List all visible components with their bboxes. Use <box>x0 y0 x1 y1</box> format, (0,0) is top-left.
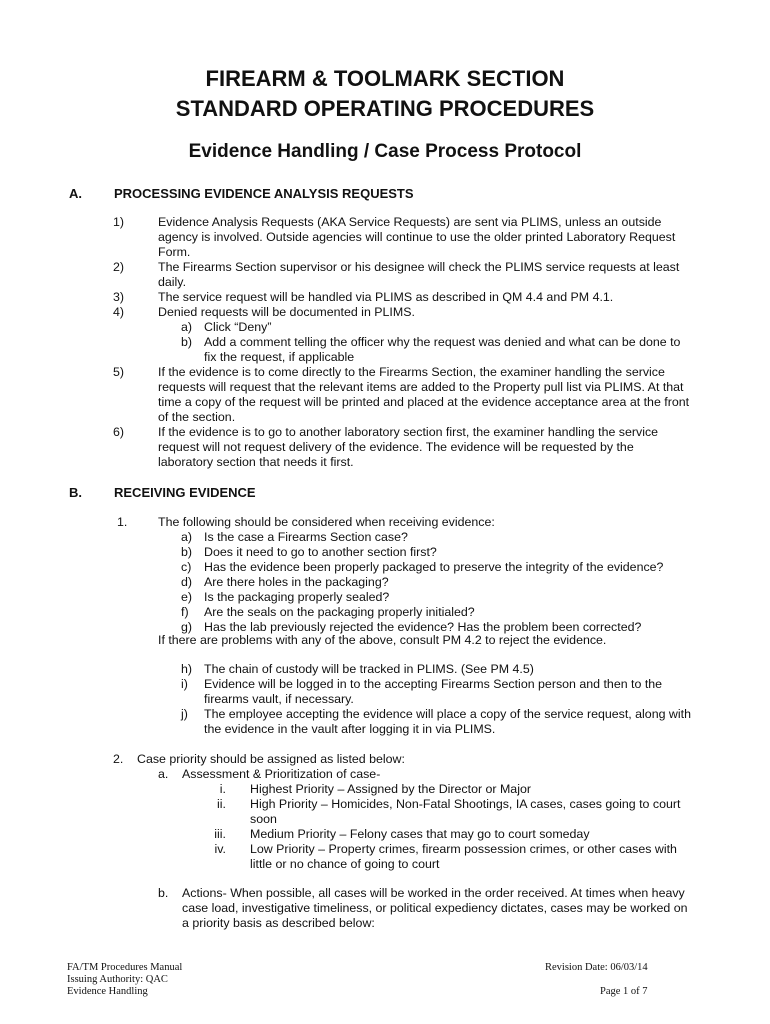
section-a-item-number: 4) <box>113 305 125 319</box>
section-a-subitem-text: Click “Deny” <box>204 320 272 334</box>
priority-item-label: ii. <box>217 797 226 811</box>
section-a-item-number: 2) <box>113 260 125 274</box>
section-a-item-number: 1) <box>113 215 125 229</box>
footer-manual: FA/TM Procedures Manual <box>67 962 183 973</box>
section-b-item-2a-label: a. <box>158 767 169 781</box>
evidence-handling-item-label: h) <box>181 662 193 676</box>
evidence-handling-item-text: The employee accepting the evidence will place a copy of the service request, along with <box>204 707 691 721</box>
evidence-check-item-text: Is the packaging properly sealed? <box>204 590 390 604</box>
evidence-handling-item-text: Evidence will be logged in to the accepting Firearms Section person and then to the <box>204 677 663 691</box>
evidence-check-item-label: d) <box>181 575 193 589</box>
evidence-check-item-text: Are the seals on the packaging properly initialed? <box>204 605 475 619</box>
evidence-check-item-label: a) <box>181 530 193 544</box>
section-a-item-text: Evidence Analysis Requests (AKA Service Requests) are sent via PLIMS, unless an outside <box>158 215 662 229</box>
evidence-check-item-text: Has the lab previously rejected the evidence? Has the problem been corrected? <box>204 620 642 634</box>
document-title-line-2: STANDARD OPERATING PROCEDURES <box>175 96 595 121</box>
priority-item-text: Highest Priority – Assigned by the Director or Major <box>250 782 531 796</box>
section-a-item-text: The Firearms Section supervisor or his designee will check the PLIMS service requests at least <box>158 260 680 274</box>
priority-item-label: iv. <box>214 842 226 856</box>
section-a-subitem-text: fix the request, if applicable <box>204 350 355 364</box>
section-a-item-text: laboratory section that needs it first. <box>158 455 354 469</box>
evidence-check-item-text: Are there holes in the packaging? <box>204 575 389 589</box>
section-a-item-text: If the evidence is to come directly to the Firearms Section, the examiner handling the service <box>158 365 665 379</box>
evidence-handling-item-label: j) <box>181 707 188 721</box>
evidence-handling-item-text: firearms vault, if necessary. <box>204 692 354 706</box>
section-a-letter: A. <box>69 186 82 201</box>
section-b-item-2a-text: Assessment & Prioritization of case- <box>182 767 381 781</box>
priority-item-text: soon <box>250 812 277 826</box>
section-b-heading: RECEIVING EVIDENCE <box>114 485 256 500</box>
priority-item-text: Low Priority – Property crimes, firearm possession crimes, or other cases with <box>250 842 677 856</box>
actions-text-line: case load, investigative timeliness, or political expediency dictates, cases may be worked on <box>182 901 688 915</box>
section-a-item-text: time a copy of the request will be printed and placed at the evidence acceptance area at the front <box>158 395 690 409</box>
footer-section: Evidence Handling <box>67 986 148 997</box>
section-a-subitem-label: a) <box>181 320 193 334</box>
section-a-item-text: Form. <box>158 245 191 259</box>
evidence-check-item-label: c) <box>181 560 192 574</box>
actions-text-line: Actions- When possible, all cases will be worked in the order received. At times when heavy <box>182 886 685 900</box>
actions-text-line: a priority basis as described below: <box>182 916 375 930</box>
evidence-check-item-label: g) <box>181 620 193 634</box>
document-subtitle: Evidence Handling / Case Process Protocol <box>188 141 582 162</box>
section-a-item-text: daily. <box>158 275 187 289</box>
evidence-check-item-text: Has the evidence been properly packaged to preserve the integrity of the evidence? <box>204 560 664 574</box>
section-a-item-text: requests will request that the relevant items are added to the Property pull list via PLIMS. At that <box>158 380 684 394</box>
section-a-item-text: The service request will be handled via PLIMS as described in QM 4.4 and PM 4.1. <box>158 290 614 304</box>
evidence-check-item-label: f) <box>181 605 189 619</box>
evidence-handling-item-text: the evidence in the vault after logging it in via PLIMS. <box>204 722 496 736</box>
evidence-check-item-label: e) <box>181 590 193 604</box>
section-a-item-number: 6) <box>113 425 125 439</box>
evidence-check-item-label: b) <box>181 545 193 559</box>
priority-item-label: i. <box>219 782 226 796</box>
section-a-item-text: of the section. <box>158 410 236 424</box>
priority-item-text: Medium Priority – Felony cases that may go to court someday <box>250 827 590 841</box>
evidence-handling-item-label: i) <box>181 677 188 691</box>
footer-revision-date: Revision Date: 06/03/14 <box>545 962 648 973</box>
section-a-item-text: If the evidence is to go to another laboratory section first, the examiner handling the service <box>158 425 659 439</box>
section-a-item-number: 3) <box>113 290 125 304</box>
section-b-letter: B. <box>69 485 82 500</box>
footer-page-number: Page 1 of 7 <box>600 986 648 997</box>
section-b-item-2b-label: b. <box>158 886 169 900</box>
evidence-check-item-text: Is the case a Firearms Section case? <box>204 530 408 544</box>
section-a-item-text: request will not request delivery of the evidence. The evidence will be requested by the <box>158 440 634 454</box>
section-a-item-text: Denied requests will be documented in PLIMS. <box>158 305 415 319</box>
evidence-handling-item-text: The chain of custody will be tracked in PLIMS. (See PM 4.5) <box>204 662 534 676</box>
evidence-check-item-text: Does it need to go to another section first? <box>204 545 437 559</box>
section-a-item-number: 5) <box>113 365 125 379</box>
section-b-item-1-number: 1. <box>117 515 128 529</box>
section-b-item-1-intro: The following should be considered when receiving evidence: <box>158 515 495 529</box>
priority-item-text: High Priority – Homicides, Non-Fatal Shootings, IA cases, cases going to court <box>250 797 681 811</box>
section-a-item-text: agency is involved. Outside agencies will continue to use the older printed Laboratory Request <box>158 230 676 244</box>
section-a-subitem-text: Add a comment telling the officer why the request was denied and what can be done to <box>204 335 681 349</box>
section-a-heading: PROCESSING EVIDENCE ANALYSIS REQUESTS <box>114 186 414 201</box>
section-a-subitem-label: b) <box>181 335 193 349</box>
priority-item-text: little or no chance of going to court <box>250 857 440 871</box>
section-b-item-2-number: 2. <box>113 752 124 766</box>
section-b-item-1-note: If there are problems with any of the above, consult PM 4.2 to reject the evidence. <box>158 633 607 647</box>
document-title-line-1: FIREARM & TOOLMARK SECTION <box>205 66 565 91</box>
section-b-item-2-intro: Case priority should be assigned as listed below: <box>137 752 405 766</box>
footer-authority: Issuing Authority: QAC <box>67 974 168 985</box>
priority-item-label: iii. <box>214 827 226 841</box>
